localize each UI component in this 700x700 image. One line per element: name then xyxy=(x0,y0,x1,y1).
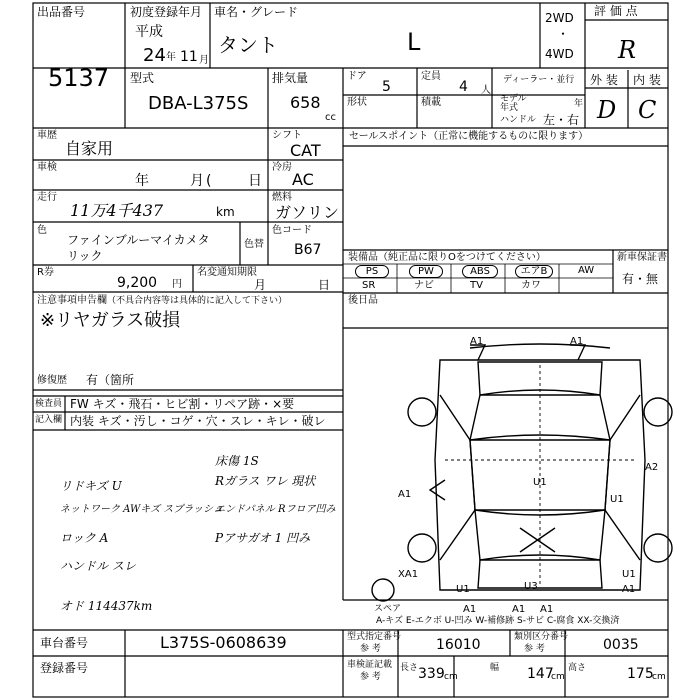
history-label: 車歴 xyxy=(37,130,57,141)
interior-label: 内 装 xyxy=(633,73,661,87)
capacity-value: 4 xyxy=(459,79,468,95)
exterior-label: 外 装 xyxy=(590,73,618,87)
name-change-label: 名変通知期限 xyxy=(197,267,257,278)
vehicle-cert-label: 車検証記載 xyxy=(347,660,393,670)
mileage-unit: km xyxy=(216,205,235,219)
equipment-ps: PS xyxy=(355,265,389,278)
type-designation-sub: 参 考 xyxy=(360,644,381,654)
equipment-tv: TV xyxy=(470,280,483,291)
back-seat-label: 後日品 xyxy=(348,295,378,306)
recycle-unit: 円 xyxy=(172,279,182,290)
first-reg-month: 11 xyxy=(180,49,198,65)
dealer-label: ディーラー・並行 xyxy=(503,75,575,85)
capacity-unit: 人 xyxy=(481,85,491,96)
checker-label2: 記入欄 xyxy=(35,415,63,425)
equipment-airbag: エアB xyxy=(515,265,553,278)
warranty-label: 新車保証書 xyxy=(617,252,667,263)
notes-label: 注意事項申告欄 xyxy=(37,295,107,306)
shift-value: CAT xyxy=(290,141,321,160)
class-no-sub: 参 考 xyxy=(524,644,545,654)
equipment-abs: ABS xyxy=(462,265,498,278)
mileage-label: 走行 xyxy=(37,192,57,203)
capacity-label: 定員 xyxy=(421,71,441,82)
model-value: DBA-L375S xyxy=(148,93,249,114)
registration-label: 登録番号 xyxy=(40,661,89,675)
mark-u1-center: U1 xyxy=(533,477,547,488)
type-designation-label: 型式指定番号 xyxy=(347,632,402,642)
height-value: 175 xyxy=(627,666,654,682)
remark-lid: リドキズ U xyxy=(60,479,122,493)
mark-a2-right: A2 xyxy=(645,462,659,473)
first-reg-year-unit: 年 xyxy=(166,52,176,63)
remark-end-panel: エンドパネル Rフロア凹み xyxy=(215,504,336,515)
check-row-interior: 内装 キズ・汚し・コゲ・穴・スレ・キレ・破レ xyxy=(70,414,326,428)
shift-label: シフト xyxy=(272,130,302,141)
mark-u1-rear-right: U1 xyxy=(622,569,636,580)
first-reg-era: 平成 xyxy=(135,24,163,40)
height-label: 高さ xyxy=(568,663,587,673)
displacement-value: 658 xyxy=(290,93,321,112)
fuel-value: ガソリン xyxy=(275,203,340,222)
recycle-value: 9,200 xyxy=(117,275,158,291)
first-reg-month-unit: 月 xyxy=(199,55,209,66)
mark-xa1-left: XA1 xyxy=(398,569,419,580)
inspection-month: 月 xyxy=(190,173,204,189)
remark-handle: ハンドル スレ xyxy=(60,559,136,573)
shape-label: 形状 xyxy=(347,97,367,108)
mark-u1-rear-left: U1 xyxy=(456,584,470,595)
mark-u1-right: U1 xyxy=(610,494,624,505)
class-no-value: 0035 xyxy=(603,637,639,653)
repair-value: 有（箇所 xyxy=(86,373,135,387)
width-label: 幅 xyxy=(490,663,500,673)
equipment-navi: ナビ xyxy=(414,280,434,291)
displacement-unit: cc xyxy=(325,112,336,123)
length-value: 339 xyxy=(418,666,445,682)
model-year-unit: 年 xyxy=(574,99,584,109)
mark-a1-rear-right: A1 xyxy=(622,584,636,595)
color-change-label: 色替 xyxy=(244,239,264,250)
inspection-day: 日 xyxy=(248,173,262,189)
grade-value: L xyxy=(407,28,421,56)
first-reg-year: 24 xyxy=(143,45,166,66)
length-unit: cm xyxy=(444,672,458,682)
displacement-label: 排気量 xyxy=(272,71,309,85)
drive-4wd: 4WD xyxy=(545,47,574,61)
inspection-year: 年 xyxy=(135,173,149,189)
spare-label: スペア xyxy=(374,604,402,614)
mark-a1-rear: A1 xyxy=(512,604,526,615)
vehicle-cert-sub: 参 考 xyxy=(360,672,381,682)
remark-lock: ロック A xyxy=(60,531,109,545)
inspection-paren: ( xyxy=(206,173,212,189)
model-label: 型式 xyxy=(130,71,155,85)
listing-no-label: 出品番号 xyxy=(37,5,86,19)
door-value: 5 xyxy=(382,79,391,95)
equipment-sr: SR xyxy=(362,280,376,291)
first-reg-label: 初度登録年月 xyxy=(130,5,203,19)
remark-aw: ネットワーク AWキズ スプラッシュ xyxy=(60,504,223,515)
car-name-label: 車名・グレード xyxy=(214,5,299,19)
inspection-label: 車検 xyxy=(37,162,57,173)
evaluation-label: 評 価 点 xyxy=(594,4,638,18)
car-name-value: タント xyxy=(218,33,278,57)
remark-rear-glass: Rガラス ワレ 現状 xyxy=(215,474,316,488)
repair-label: 修復歴 xyxy=(37,375,67,386)
model-year-label2: 年式 xyxy=(500,103,519,113)
evaluation-score: R xyxy=(618,36,637,64)
damage-legend: A-キズ E-エクボ U-凹み W-補修跡 S-サビ C-腐食 XX-交換済 xyxy=(376,616,620,626)
aircon-value: AC xyxy=(292,170,314,189)
width-value: 147 xyxy=(527,666,554,682)
load-label: 積載 xyxy=(421,97,441,108)
mark-a1-front-left: A1 xyxy=(470,336,484,347)
chassis-label: 車台番号 xyxy=(40,636,89,650)
remark-asagao: Pアサガオ 1 凹み xyxy=(215,531,311,545)
color-code-value: B67 xyxy=(294,242,322,258)
aircon-label: 冷房 xyxy=(272,162,292,173)
mark-a1-rear-center: A1 xyxy=(540,604,554,615)
mark-u3-rear: U3 xyxy=(524,581,538,592)
color-line2: リック xyxy=(67,249,103,263)
notes-sub: （不具合内容等は具体的に記入して下さい） xyxy=(107,296,288,306)
door-label: ドア xyxy=(347,71,367,82)
equipment-aw: AW xyxy=(578,265,595,276)
mark-a1-rear-left: A1 xyxy=(463,604,477,615)
mileage-value: 11万4千437 xyxy=(70,201,164,220)
warranty-value: 有・無 xyxy=(622,272,659,286)
check-row-fw: FW キズ・飛石・ヒビ割・リペア跡・×要 xyxy=(70,397,295,411)
type-designation-value: 16010 xyxy=(436,637,481,653)
mark-a1-left: A1 xyxy=(398,489,412,500)
sales-point-label: セールスポイント（正常に機能するものに限ります） xyxy=(349,131,589,142)
color-label: 色 xyxy=(37,225,47,236)
name-change-month: 月 xyxy=(254,278,267,292)
mark-a1-front-right: A1 xyxy=(570,336,584,347)
color-line1: ファインブルーマイカメタ xyxy=(67,233,210,247)
drive-dot: ・ xyxy=(557,27,570,41)
name-change-day: 日 xyxy=(318,278,331,292)
notes-value: ※リヤガラス破損 xyxy=(40,310,181,331)
remark-odometer: オド 114437km xyxy=(60,599,153,613)
drive-2wd: 2WD xyxy=(545,11,574,25)
checker-label1: 検査員 xyxy=(35,399,63,409)
handle-label: ハンドル xyxy=(500,115,537,125)
interior-grade: C xyxy=(638,96,657,124)
handle-value: 左・右 xyxy=(543,113,580,127)
exterior-grade: D xyxy=(597,96,617,124)
width-unit: cm xyxy=(551,672,565,682)
fuel-label: 燃料 xyxy=(272,192,292,203)
height-unit: cm xyxy=(652,672,666,682)
chassis-value: L375S-0608639 xyxy=(160,633,287,652)
color-code-label: 色コード xyxy=(272,225,312,236)
history-value: 自家用 xyxy=(65,139,114,158)
equipment-leather: カワ xyxy=(521,280,541,291)
class-no-label: 類別区分番号 xyxy=(514,632,569,642)
length-label: 長さ xyxy=(400,663,419,673)
recycle-label: R券 xyxy=(37,267,54,278)
remark-floor: 床傷 1S xyxy=(215,454,259,468)
equipment-pw: PW xyxy=(409,265,443,278)
model-year-label1: モデル xyxy=(500,94,527,104)
equipment-label: 装備品（純正品に限りOをつけてください） xyxy=(348,252,546,263)
listing-no-value: 5137 xyxy=(48,64,110,92)
